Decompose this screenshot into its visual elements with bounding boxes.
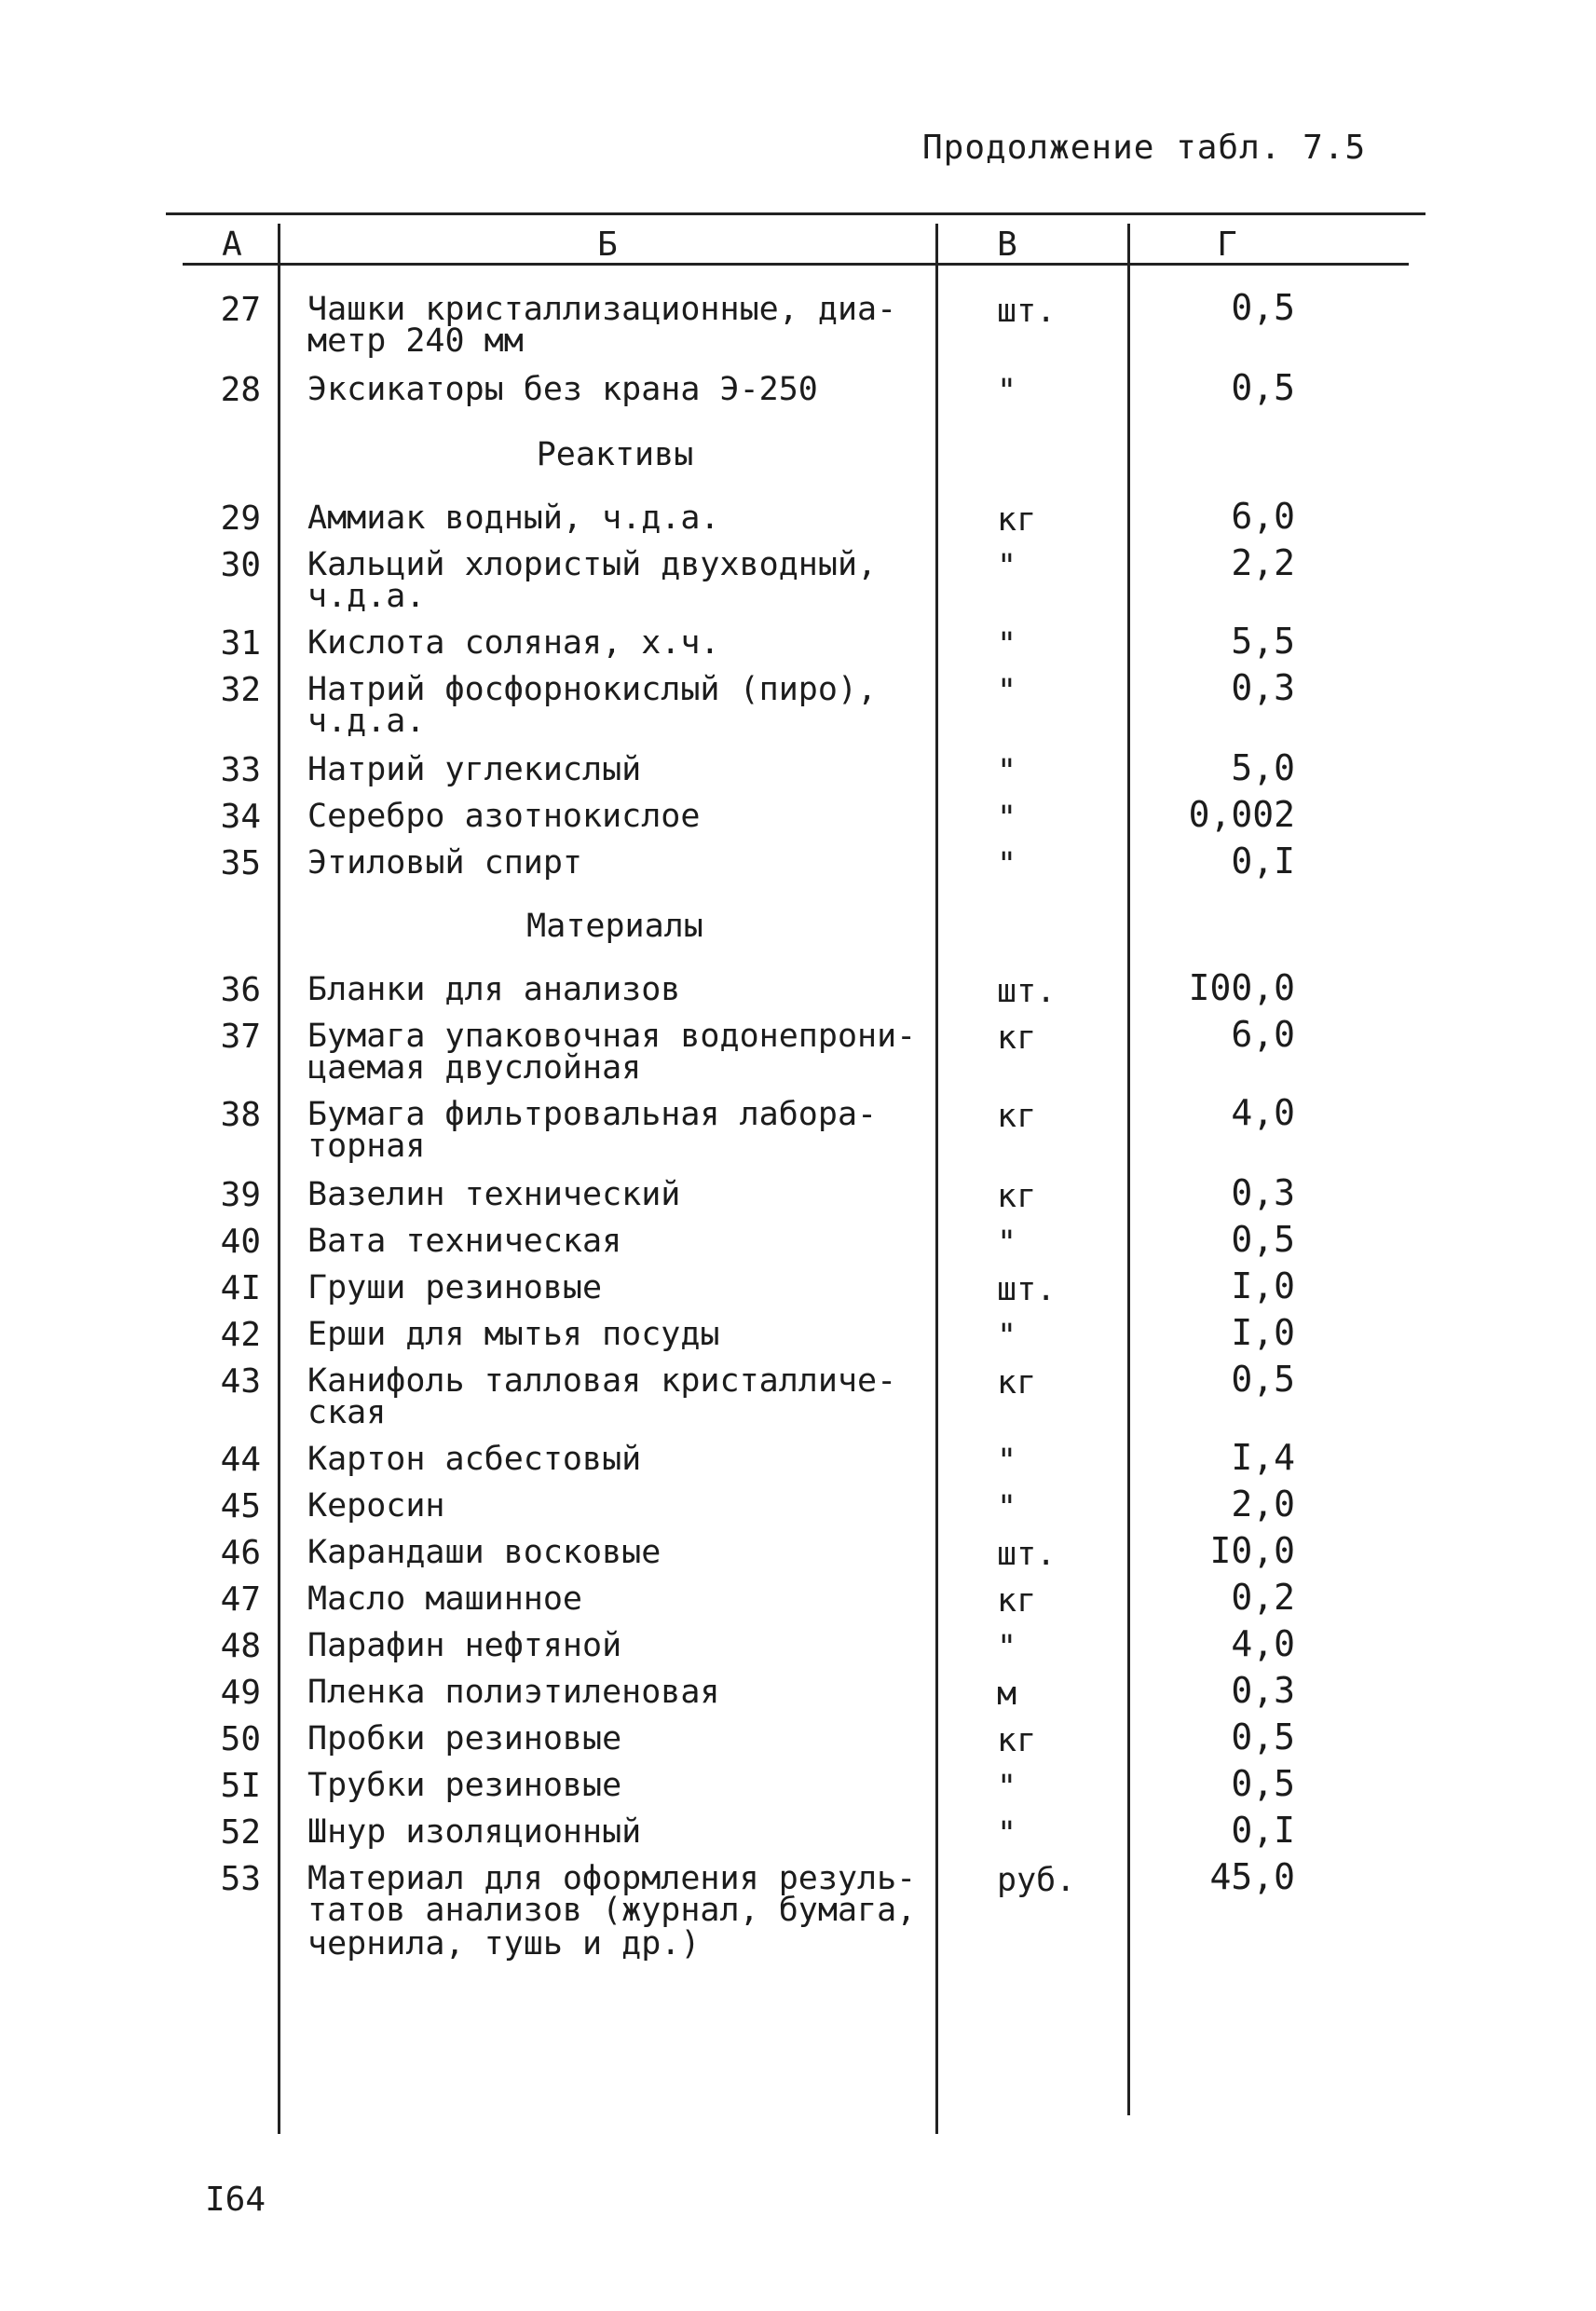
row-number: 32 xyxy=(220,671,261,709)
row-number: 39 xyxy=(220,1176,261,1214)
item-name-continued: ч.д.а. xyxy=(307,578,426,615)
item-unit: шт. xyxy=(997,293,1057,330)
item-name-continued: метр 240 мм xyxy=(307,322,524,360)
item-name: Масло машинное xyxy=(307,1580,583,1618)
item-name: Канифоль талловая кристалличе- xyxy=(307,1362,897,1400)
item-quantity: 45,0 xyxy=(1209,1856,1295,1897)
section-heading-reagents: Реактивы xyxy=(536,436,694,473)
item-name: Парафин нефтяной xyxy=(307,1627,622,1664)
row-number: 43 xyxy=(220,1362,261,1401)
item-name: Этиловый спирт xyxy=(307,844,583,882)
item-name: Керосин xyxy=(307,1487,445,1525)
item-quantity: 0,5 xyxy=(1231,1716,1295,1757)
item-name: Кислота соляная, х.ч. xyxy=(307,624,720,662)
item-unit: руб. xyxy=(997,1862,1076,1899)
item-name: Пленка полиэтиленовая xyxy=(307,1674,720,1711)
item-unit: кг xyxy=(997,501,1037,539)
item-quantity: 0,I xyxy=(1231,1810,1295,1851)
item-quantity: 0,3 xyxy=(1231,667,1295,708)
item-name: Бланки для анализов xyxy=(307,971,681,1008)
item-unit: " xyxy=(997,1443,1017,1480)
row-number: 31 xyxy=(220,624,261,663)
item-unit: кг xyxy=(997,1364,1037,1402)
row-number: 38 xyxy=(220,1096,261,1134)
row-number: 40 xyxy=(220,1223,261,1261)
header-col-b: Б xyxy=(597,226,618,264)
row-number: 52 xyxy=(220,1813,261,1852)
item-quantity: 5,0 xyxy=(1231,747,1295,788)
item-quantity: 2,2 xyxy=(1231,542,1295,583)
item-quantity: 0,5 xyxy=(1231,1763,1295,1804)
row-number: 46 xyxy=(220,1534,261,1572)
item-name-continued: татов анализов (журнал, бумага, xyxy=(307,1892,917,1929)
row-number: 27 xyxy=(220,291,261,329)
row-number: 34 xyxy=(220,798,261,836)
item-unit: " xyxy=(997,1489,1017,1526)
row-number: 4I xyxy=(220,1269,261,1307)
column-divider-1 xyxy=(278,224,280,2134)
item-quantity: 0,5 xyxy=(1231,1219,1295,1260)
item-name: Эксикаторы без крана Э-250 xyxy=(307,371,818,408)
row-number: 50 xyxy=(220,1720,261,1758)
row-number: 28 xyxy=(220,371,261,409)
item-quantity: I00,0 xyxy=(1188,967,1295,1008)
item-unit: " xyxy=(997,1629,1017,1666)
table-caption: Продолжение табл. 7.5 xyxy=(922,129,1367,167)
row-number: 49 xyxy=(220,1674,261,1712)
item-unit: " xyxy=(997,548,1017,585)
item-unit: " xyxy=(997,673,1017,710)
header-col-v: В xyxy=(997,226,1017,264)
item-unit: " xyxy=(997,373,1017,410)
item-name: Вазелин технический xyxy=(307,1176,681,1213)
item-name: Чашки кристаллизационные, диа- xyxy=(307,291,897,328)
row-number: 53 xyxy=(220,1860,261,1898)
item-unit: " xyxy=(997,800,1017,837)
page-number: I64 xyxy=(205,2181,266,2219)
item-unit: " xyxy=(997,626,1017,663)
item-name: Кальций хлористый двухводный, xyxy=(307,546,878,583)
item-quantity: 0,002 xyxy=(1188,794,1295,835)
row-number: 5I xyxy=(220,1767,261,1805)
column-divider-2 xyxy=(935,224,938,2134)
item-quantity: 0,5 xyxy=(1231,1359,1295,1400)
item-quantity: 0,2 xyxy=(1231,1577,1295,1618)
item-name-continued: торная xyxy=(307,1128,426,1165)
item-unit: " xyxy=(997,1815,1017,1853)
item-name: Ерши для мытья посуды xyxy=(307,1316,720,1353)
row-number: 36 xyxy=(220,971,261,1009)
row-number: 33 xyxy=(220,751,261,789)
item-unit: " xyxy=(997,1318,1017,1355)
item-quantity: 6,0 xyxy=(1231,496,1295,537)
item-quantity: 0,I xyxy=(1231,841,1295,882)
item-name: Бумага фильтровальная лабора- xyxy=(307,1096,878,1133)
item-quantity: 0,5 xyxy=(1231,367,1295,408)
item-unit: кг xyxy=(997,1178,1037,1215)
item-name: Вата техническая xyxy=(307,1223,622,1260)
row-number: 44 xyxy=(220,1441,261,1479)
row-number: 47 xyxy=(220,1580,261,1619)
item-quantity: 4,0 xyxy=(1231,1623,1295,1664)
item-quantity: 0,5 xyxy=(1231,287,1295,328)
item-name: Картон асбестовый xyxy=(307,1441,642,1478)
table-top-rule xyxy=(166,212,1425,215)
item-unit: кг xyxy=(997,1098,1037,1135)
item-quantity: 6,0 xyxy=(1231,1014,1295,1055)
item-name: Бумага упаковочная водонепрони- xyxy=(307,1018,917,1055)
item-quantity: I,4 xyxy=(1231,1437,1295,1478)
item-name-continued: цаемая двуслойная xyxy=(307,1049,642,1087)
item-quantity: I,0 xyxy=(1231,1312,1295,1353)
item-unit: " xyxy=(997,1224,1017,1262)
item-unit: кг xyxy=(997,1722,1037,1759)
item-name-continued: ч.д.а. xyxy=(307,703,426,740)
item-name-continued: чернила, тушь и др.) xyxy=(307,1925,701,1962)
item-quantity: 4,0 xyxy=(1231,1092,1295,1133)
item-quantity: 0,3 xyxy=(1231,1172,1295,1213)
item-unit: " xyxy=(997,1769,1017,1806)
section-heading-materials: Материалы xyxy=(526,908,703,945)
item-name: Груши резиновые xyxy=(307,1269,603,1306)
row-number: 48 xyxy=(220,1627,261,1665)
header-col-g: Г xyxy=(1217,226,1237,264)
row-number: 45 xyxy=(220,1487,261,1525)
item-quantity: 0,3 xyxy=(1231,1670,1295,1711)
item-unit: м xyxy=(997,1675,1017,1713)
row-number: 42 xyxy=(220,1316,261,1354)
row-number: 37 xyxy=(220,1018,261,1056)
item-unit: кг xyxy=(997,1019,1037,1057)
item-quantity: 5,5 xyxy=(1231,621,1295,662)
item-quantity: I0,0 xyxy=(1209,1530,1295,1571)
item-name: Карандаши восковые xyxy=(307,1534,662,1571)
item-unit: шт. xyxy=(997,1536,1057,1573)
row-number: 35 xyxy=(220,844,261,882)
item-name-continued: ская xyxy=(307,1394,387,1431)
item-unit: шт. xyxy=(997,1271,1057,1308)
item-quantity: 2,0 xyxy=(1231,1484,1295,1525)
row-number: 30 xyxy=(220,546,261,584)
item-name: Шнур изоляционный xyxy=(307,1813,642,1851)
item-name: Натрий углекислый xyxy=(307,751,642,788)
item-unit: шт. xyxy=(997,973,1057,1010)
item-unit: " xyxy=(997,753,1017,790)
header-col-a: А xyxy=(222,226,242,264)
item-unit: " xyxy=(997,846,1017,883)
item-name: Трубки резиновые xyxy=(307,1767,622,1804)
item-name: Натрий фосфорнокислый (пиро), xyxy=(307,671,878,708)
item-unit: кг xyxy=(997,1582,1037,1620)
item-name: Серебро азотнокислое xyxy=(307,798,701,835)
item-name: Пробки резиновые xyxy=(307,1720,622,1757)
row-number: 29 xyxy=(220,499,261,538)
item-name: Аммиак водный, ч.д.а. xyxy=(307,499,720,537)
item-name: Материал для оформления резуль- xyxy=(307,1860,917,1897)
item-quantity: I,0 xyxy=(1231,1265,1295,1306)
column-divider-3 xyxy=(1127,224,1130,2115)
